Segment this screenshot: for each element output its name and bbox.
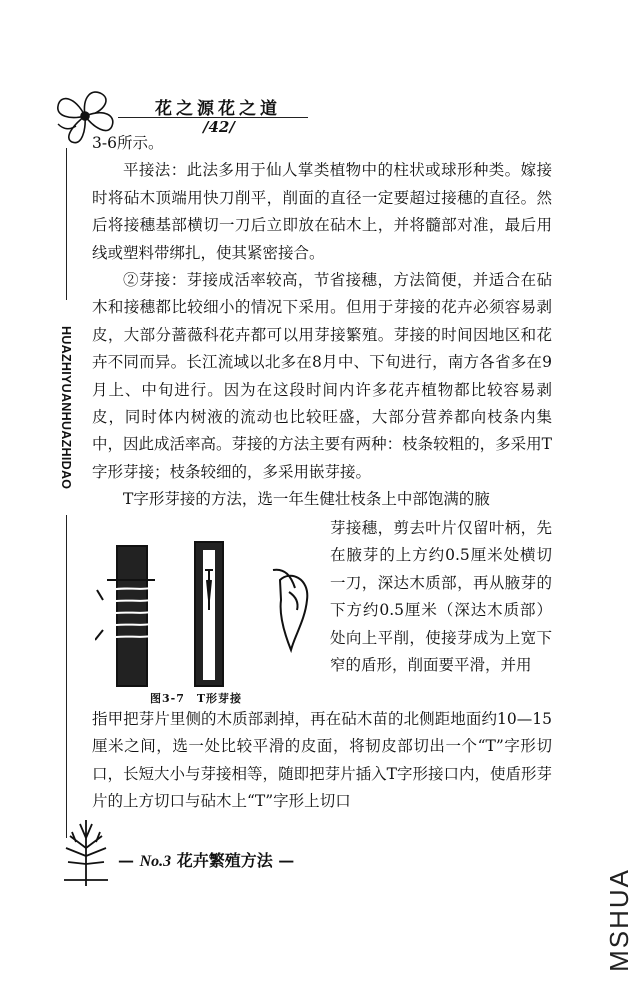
paragraph: ②芽接：芽接成活率较高，节省接穗，方法简便，并适合在砧木和接穗都比较细小的情况下采用。但用于芽接的花卉必须容易剥皮，大部分蔷薇科花卉都可以用芽接繁殖。芽接的时间因地区和花卉不同而异。长江流域以北多在8月中、下旬进行，南方各省多在9月上、中旬进行。因为在这段时间内许多花卉植物都比较容易剥皮，同时体内树液的流动也比较旺盛，大部分营养都向枝条内集中，因此成活率高。芽接的方法主要有两种：枝条较粗的，多采用T字形芽接；枝条较细的，多采用嵌芽接。	[92, 271, 552, 481]
paragraph: 3-6所示。	[92, 134, 164, 152]
t-bud-graft-figure	[95, 540, 330, 690]
body-text-bottom	[92, 706, 552, 816]
figure-caption: 图3-7 T形芽接	[150, 692, 243, 705]
chapter-number: No.3	[139, 853, 172, 870]
paragraph: 芽接穗，剪去叶片仅留叶柄，先在腋芽的上方约0.5厘米处横切一刀，深达木质部，再从腋芽的下方约0.5厘米（深达木质部）处向上平削，使接芽成为上宽下窄的盾形，削面要平滑，并用	[330, 519, 552, 675]
watermark-text: MSHUA	[604, 868, 634, 972]
running-header-title: 花之源花之道	[155, 99, 281, 119]
paragraph: T字形芽接的方法，选一年生健壮枝条上中部饱满的腋	[123, 490, 490, 509]
wrapped-text-beside-figure	[330, 515, 552, 679]
paragraph: 指甲把芽片里侧的木质部剥掉，再在砧木苗的北侧距地面约10—15厘米之间，选一处比较平滑的皮面，将韧皮部切出一个“T”字形切口，长短大小与芽接相等，随即把芽片插入T字形接口内，使盾形芽片的上方切口与砧木上“T”字形上切口	[92, 710, 552, 811]
spine-text: HUAZHIYUANHUAZHIDAO	[56, 300, 76, 515]
page-number: /42/	[203, 118, 235, 136]
plant-ornament-icon	[56, 818, 116, 888]
footer: — No.3 花卉繁殖方法 —	[118, 851, 295, 870]
paragraph: 平接法：此法多用于仙人掌类植物中的柱状或球形种类。嫁接时将砧木顶端用快刀削平，削面的直径一定要超过接穗的直径。然后将接穗基部横切一刀后立即放在砧木上，并将髓部对准，最后用线或塑料带绑扎，使其紧密接合。	[92, 161, 552, 262]
chapter-title: 花卉繁殖方法	[176, 851, 273, 870]
body-text-top	[92, 130, 552, 514]
